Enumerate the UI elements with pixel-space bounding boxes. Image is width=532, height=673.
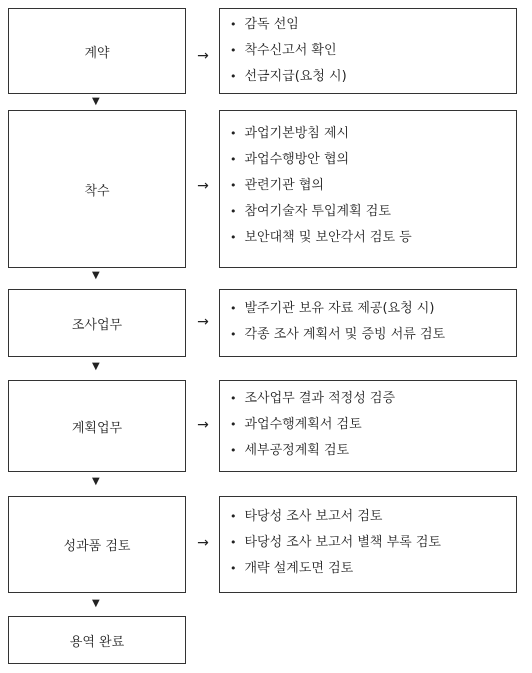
detail-item: • 타당성 조사 보고서 검토 (230, 504, 516, 530)
detail-item: • 관련기관 협의 (230, 173, 516, 199)
step-contract-details (219, 8, 517, 94)
step-label: 조사업무 (71, 317, 123, 333)
right-arrow-icon: → (197, 417, 209, 433)
down-arrow-icon: ▼ (92, 96, 100, 107)
step-label: 성과품 검토 (63, 539, 131, 554)
down-arrow-icon: ▼ (92, 361, 100, 372)
detail-item: • 참여기술자 투입계획 검토 (230, 199, 516, 225)
step-label: 계약 (84, 45, 110, 61)
detail-item: • 발주기관 보유 자료 제공(요청 시) (230, 296, 516, 322)
step-start-box (8, 110, 186, 268)
step-contract-box (8, 8, 186, 94)
detail-item: • 과업수행방안 협의 (230, 147, 516, 173)
step-survey-details (219, 289, 517, 357)
detail-item: • 개략 설계도면 검토 (230, 556, 516, 582)
down-arrow-icon: ▼ (92, 270, 100, 281)
detail-item: • 과업수행계획서 검토 (230, 412, 516, 438)
detail-item: • 타당성 조사 보고서 별책 부록 검토 (230, 530, 516, 556)
right-arrow-icon: → (197, 178, 209, 194)
step-survey-box (8, 289, 186, 357)
right-arrow-icon: → (197, 535, 209, 551)
detail-item: • 착수신고서 확인 (230, 38, 516, 64)
right-arrow-icon: → (197, 48, 209, 64)
right-arrow-icon: → (197, 314, 209, 330)
step-deliverable-review-details (219, 496, 517, 593)
detail-item: • 각종 조사 계획서 및 증빙 서류 검토 (230, 322, 516, 348)
step-completion-box (8, 616, 186, 664)
step-start-details (219, 110, 517, 268)
step-label: 용역 완료 (69, 634, 125, 650)
step-deliverable-review-box (8, 496, 186, 593)
step-label: 계획업무 (71, 420, 123, 436)
detail-item: • 선금지급(요청 시) (230, 64, 516, 90)
detail-item: • 과업기본방침 제시 (230, 121, 516, 147)
detail-item: • 조사업무 결과 적정성 검증 (230, 386, 516, 412)
down-arrow-icon: ▼ (92, 476, 100, 487)
detail-item: • 감독 선임 (230, 12, 516, 38)
step-planning-box (8, 380, 186, 472)
down-arrow-icon: ▼ (92, 598, 100, 609)
step-planning-details (219, 380, 517, 472)
detail-item: • 세부공정계획 검토 (230, 438, 516, 464)
step-label: 착수 (84, 183, 110, 199)
detail-item: • 보안대책 및 보안각서 검토 등 (230, 225, 516, 251)
